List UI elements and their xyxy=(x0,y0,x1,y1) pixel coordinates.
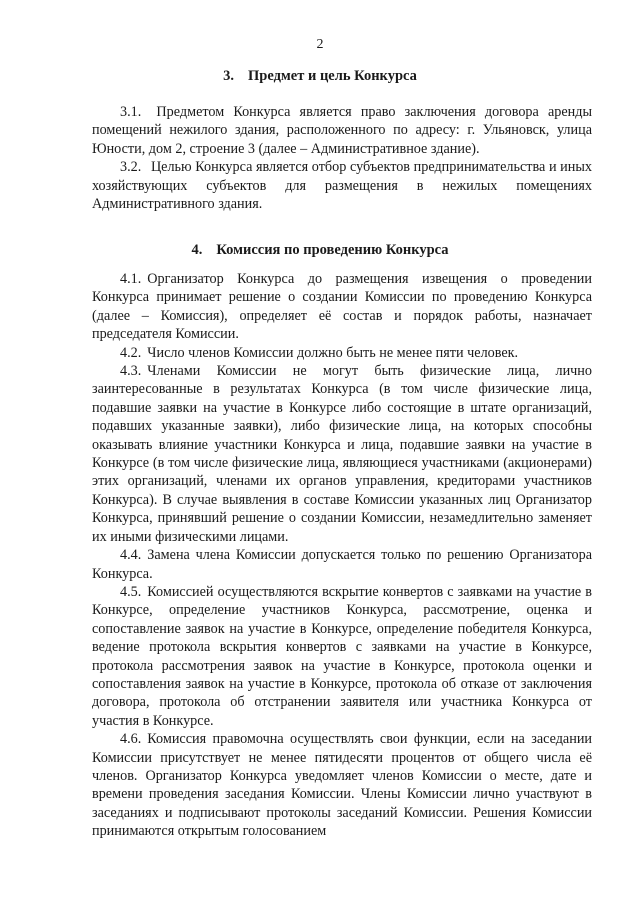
paragraph-4-5 xyxy=(92,583,592,730)
paragraph-number: 4.2. xyxy=(120,344,142,361)
paragraph-3-1 xyxy=(92,103,592,158)
paragraph-text: Предметом Конкурса является право заключения договора аренды помещений нежилого здания, расположенного по адресу: г. Ульяновск, улица Юности, дом 2, строение 3 (далее – Административное здание). xyxy=(92,104,592,157)
paragraph-4-1 xyxy=(92,270,592,344)
section-3-heading xyxy=(0,68,640,85)
section-4-body xyxy=(92,270,592,841)
section-4-title: Комиссия по проведению Конкурса xyxy=(216,242,449,258)
section-3-body xyxy=(92,103,592,213)
paragraph-text: Организатор Конкурса до размещения извещения о проведении Конкурса принимает решение о создании Комиссии по проведению Конкурса (далее – Комиссия), определяет её состав и порядок работы, назначает председателя Комиссии. xyxy=(92,271,592,343)
paragraph-number: 4.4. xyxy=(120,547,142,564)
paragraph-number: 4.6. xyxy=(120,731,142,748)
paragraph-number: 4.5. xyxy=(120,583,142,600)
paragraph-text: Целью Конкурса является отбор субъектов предпринимательства и иных хозяйствующих субъектов для размещения в нежилых помещениях Административного здания. xyxy=(92,159,592,213)
paragraph-number: 4.1. xyxy=(120,271,142,287)
section-4-heading xyxy=(0,242,640,259)
paragraph-text: Комиссия правомочна осуществлять свои функции, если на заседании Комиссии присутствует не менее пятидесяти процентов от общего числа её членов. Организатор Конкурса уведомляет членов Комиссии о месте, дате и времени проведения заседания Комиссии. Члены Комиссии лично участвуют в заседаниях и подписывают протоколы заседаний Комиссии. Решения Комиссии принимаются открытым голосованием xyxy=(92,731,592,840)
paragraph-text: Членами Комиссии не могут быть физические лица, лично заинтересованные в результатах Конкурса (в том числе физические лица, подавшие заявки на участие в Конкурсе либо состоящие в штате организаций, подавших указанные заявки), либо физические лица, на которых способны оказывать влияние участники Конкурса и лица, подавшие заявки на участие в Конкурсе (в том числе физические лица, являющиеся участниками (акционерами) этих организаций, членами их органов управления, кредиторами участников Конкурса). В случае выявления в составе Комиссии указанных лиц Организатор Конкурса, принявший решение о создании Комиссии, незамедлительно заменяет их иными физическими лицами. xyxy=(92,363,592,545)
paragraph-text: Комиссией осуществляются вскрытие конвертов с заявками на участие в Конкурсе, определение участников Конкурса, рассмотрение, оценка и сопоставление заявок на участие в Конкурсе, определение победителя Конкурса, ведение протокола вскрытия конвертов с заявками на участие в Конкурсе, протокола рассмотрения заявок на участие в Конкурсе, протокола оценки и сопоставления заявок на участие в Конкурсе, протокола об отказе от заключения договора, протокола об отстранении заявителя или участника Конкурса от участия в Конкурсе. xyxy=(92,583,592,729)
paragraph-text: Замена члена Комиссии допускается только по решению Организатора Конкурса. xyxy=(92,547,592,582)
paragraph-number: 3.1. xyxy=(120,104,142,120)
paragraph-4-6 xyxy=(92,730,592,840)
paragraph-number: 4.3. xyxy=(120,363,142,380)
paragraph-4-4 xyxy=(92,546,592,583)
section-3-title: Предмет и цель Конкурса xyxy=(247,68,417,84)
paragraph-number: 3.2. xyxy=(120,159,142,176)
paragraph-4-2 xyxy=(92,344,592,362)
paragraph-text: Число членов Комиссии должно быть не менее пяти человек. xyxy=(147,344,519,361)
paragraph-3-2 xyxy=(92,158,592,213)
page-number: 2 xyxy=(316,37,324,52)
section-4-number: 4. xyxy=(191,242,203,258)
paragraph-4-3 xyxy=(92,362,592,546)
section-3-number: 3. xyxy=(223,68,234,84)
